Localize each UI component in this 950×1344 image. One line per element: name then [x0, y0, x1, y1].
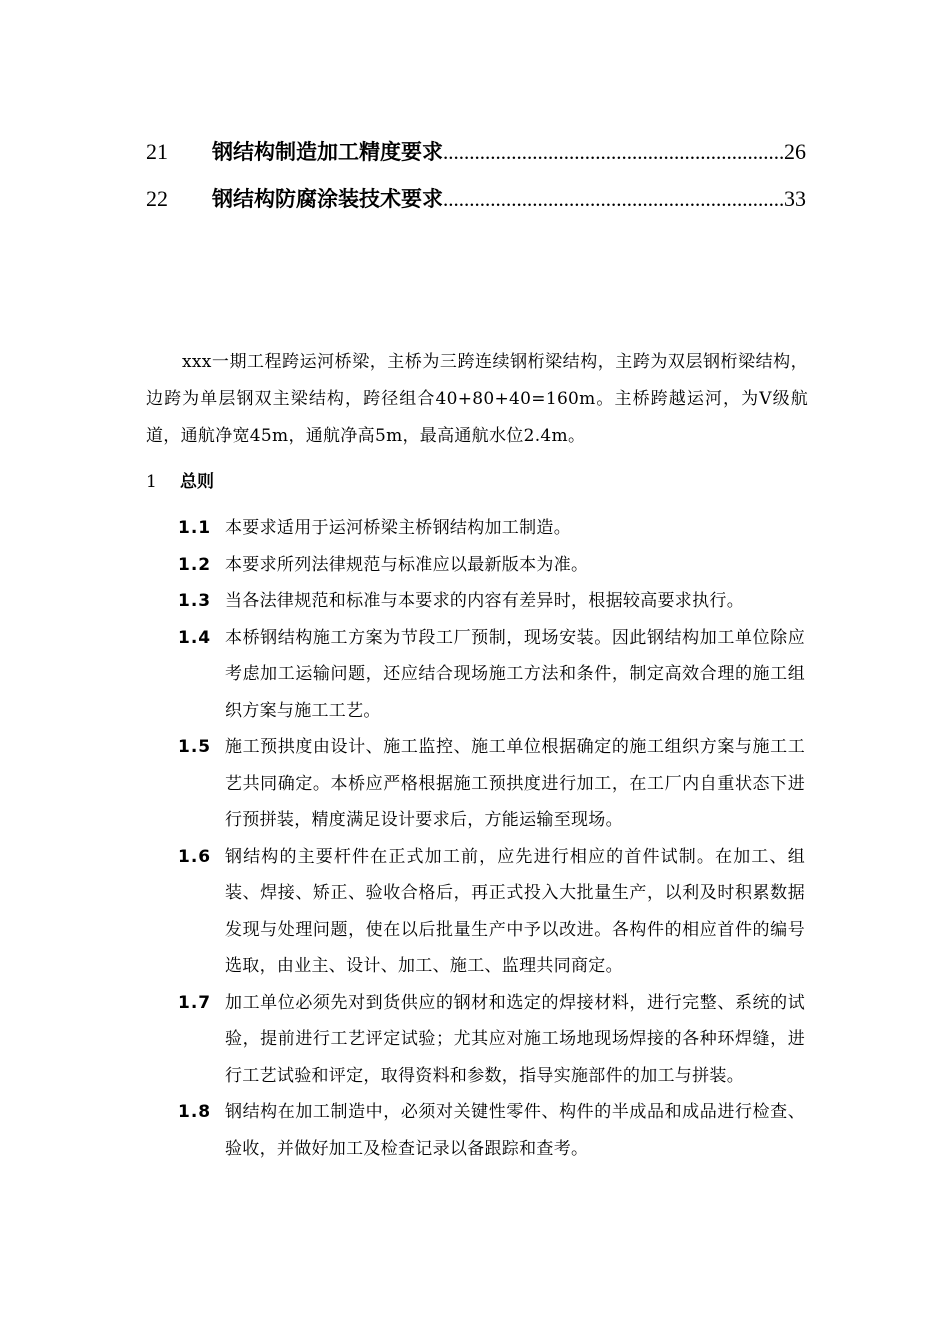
clause-item: [178, 839, 818, 985]
toc-entry-page: 33: [784, 186, 806, 211]
toc-leader-dots: [443, 183, 784, 215]
section-heading: [146, 466, 214, 498]
clause-number: 1.4: [178, 627, 212, 648]
clause-item: [178, 547, 818, 584]
clause-number: 1.5: [178, 737, 212, 757]
toc-leader-dots: [443, 136, 784, 168]
clause-text: 本桥钢结构施工方案为节段工厂预制，现场安装。因此钢结构加工单位除应考虑加工运输问题，还应结合现场施工方法和条件，制定高效合理的施工组织方案与施工工艺。: [225, 627, 805, 721]
clause-text: 钢结构在加工制造中，必须对关键性零件、构件的半成品和成品进行检查、验收，并做好加工及检查记录以备跟踪和查考。: [225, 1102, 805, 1159]
clause-item: [178, 620, 818, 730]
clause-number: 1.1: [178, 518, 212, 538]
section-title: 总则: [180, 472, 214, 492]
clause-item: [178, 729, 818, 839]
clause-text: 当各法律规范和标准与本要求的内容有差异时，根据较高要求执行。: [225, 591, 744, 611]
clause-number: 1.8: [178, 1102, 212, 1122]
clause-list: [178, 510, 818, 1167]
clause-text: 钢结构的主要杆件在正式加工前，应先进行相应的首件试制。在加工、组装、焊接、矫正、验收合格后，再正式投入大批量生产，以利及时积累数据发现与处理问题，使在以后批量生产中予以改进。各构件的相应首件的编号选取，由业主、设计、加工、施工、监理共同商定。: [225, 846, 805, 976]
clause-item: [178, 510, 818, 547]
clause-number: 1.3: [178, 591, 212, 611]
clause-item: [178, 583, 818, 620]
toc-entry-title: 钢结构防腐涂装技术要求: [212, 187, 443, 211]
clause-item: [178, 985, 818, 1095]
clause-text: 本要求适用于运河桥梁主桥钢结构加工制造。: [225, 518, 571, 538]
toc-entry[interactable]: [146, 183, 806, 215]
clause-text: 本要求所列法律规范与标准应以最新版本为准。: [225, 554, 589, 575]
section-number: 1: [146, 472, 157, 492]
toc-entry-title: 钢结构制造加工精度要求: [212, 140, 443, 164]
toc-entry-number: 21: [146, 139, 168, 164]
clause-number: 1.6: [178, 846, 212, 867]
toc-entry-page: 26: [784, 139, 806, 164]
clause-number: 1.7: [178, 992, 212, 1013]
intro-paragraph: xxx一期工程跨运河桥梁，主桥为三跨连续钢桁梁结构，主跨为双层钢桁梁结构，边跨为单层钢双主梁结构，跨径组合40+80+40=160m。主桥跨越运河，为Ⅴ级航道，通航净宽45m，通航净高5m，最高通航水位2.4m。: [146, 352, 808, 446]
clause-text: 加工单位必须先对到货供应的钢材和选定的焊接材料，进行完整、系统的试验，提前进行工艺评定试验；尤其应对施工场地现场焊接的各种环焊缝，进行工艺试验和评定，取得资料和参数，指导实施部件的加工与拼装。: [225, 992, 805, 1086]
clause-item: [178, 1094, 818, 1167]
toc-entry-number: 22: [146, 186, 168, 211]
clause-text: 施工预拱度由设计、施工监控、施工单位根据确定的施工组织方案与施工工艺共同确定。本桥应严格根据施工预拱度进行加工，在工厂内自重状态下进行预拼装，精度满足设计要求后，方能运输至现场。: [225, 737, 805, 830]
clause-number: 1.2: [178, 554, 212, 575]
toc-entry[interactable]: [146, 136, 806, 168]
